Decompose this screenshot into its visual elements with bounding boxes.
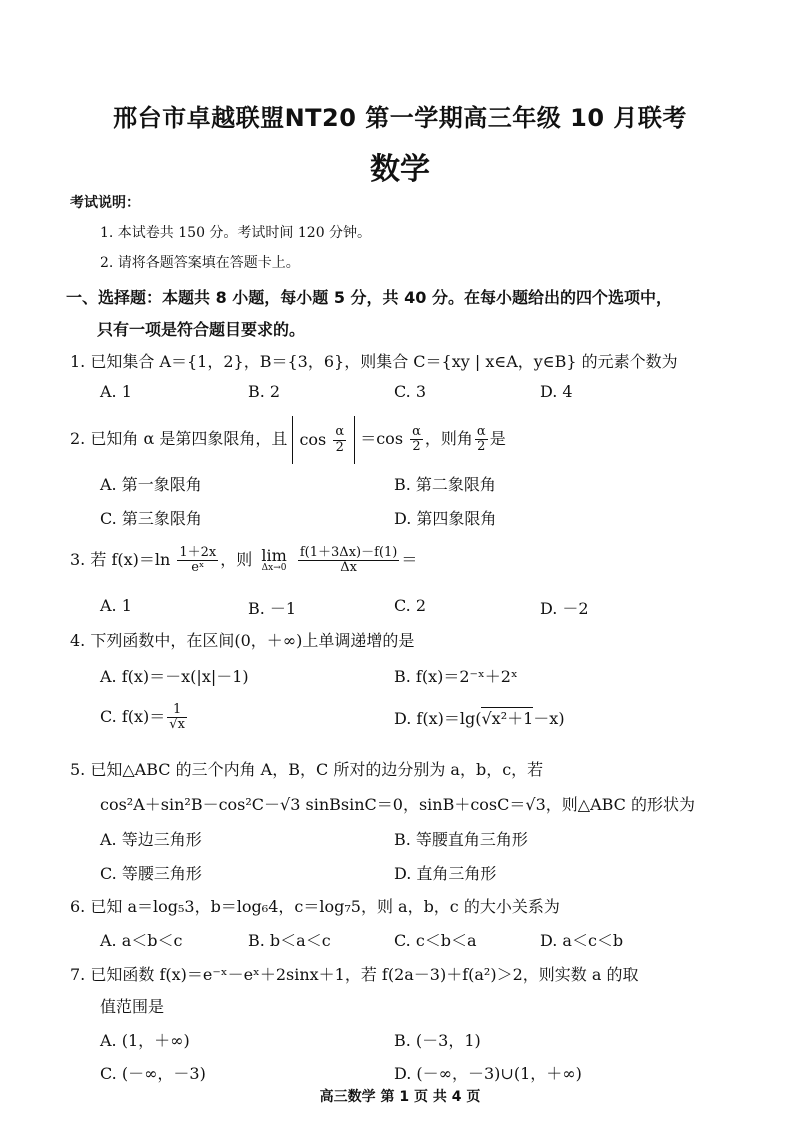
question-1-stem: 1. 已知集合 A＝{1，2}，B＝{3，6}，则集合 C＝{xy | x∈A，y∈B} 的元素个数为 [70,352,678,371]
section-heading: 一、选择题：本题共 8 小题，每小题 5 分，共 40 分。在每小题给出的四个选项中， [66,288,672,307]
page-footer: 高三数学 第 1 页 共 4 页 [319,1089,481,1105]
q3-fraction-ln: $\frac{1+2x}{\text{eˣ}}$ [179,544,217,575]
q1-option-b: B. 2 [248,382,281,401]
q2-option-d: D. 第四象限角 [394,509,497,528]
q3-fraction-diff: $\frac{f(1+3\Delta x)-f(1)}{\Delta x}$ [299,544,398,575]
q6-option-c: C. c＜b＜a [394,931,477,950]
q5-option-b: B. 等腰直角三角形 [394,830,528,849]
q5-option-a: A. 等边三角形 [100,830,202,849]
q3-option-a: A. 1 [100,596,132,615]
q5-option-c: C. 等腰三角形 [100,864,202,883]
q2-option-a: A. 第一象限角 [100,475,202,494]
instruction-item: 1. 本试卷共 150 分。考试时间 120 分钟。 [100,225,372,241]
q6-option-d: D. a＜c＜b [540,931,624,950]
q6-option-b: B. b＜a＜c [248,931,331,950]
question-4-stem: 4. 下列函数中，在区间(0，＋∞)上单调递增的是 [70,631,415,650]
q4-option-b: B. f(x)＝2⁻ˣ＋2ˣ [394,667,518,686]
q7-option-a: A. (1，＋∞) [100,1031,190,1050]
q2-fraction: $\frac{\alpha}{2}$ [335,424,345,455]
q7-option-c: C. (－∞，－3) [100,1064,206,1083]
q4-c-fraction: $\frac{1}{√x}$ [169,701,185,732]
question-3-stem: 3. 若 f(x)＝ln $\frac{1+2x}{\text{eˣ}}$ ，则 lim Δx→0 $\frac{f(1+3\Delta x)-f(1)}{\Delta x}$ ＝ [70,544,418,575]
instructions-heading: 考试说明： [70,195,140,211]
instruction-item: 2. 请将各题答案填在答题卡上。 [100,255,300,271]
q2-abs-value: cos $\frac{\alpha}{2}$ [292,416,355,464]
q2-option-c: C. 第三象限角 [100,509,202,528]
q2-fraction: $\frac{\alpha}{2}$ [476,423,486,454]
q7-option-d: D. (－∞，－3)∪(1，＋∞) [394,1064,582,1083]
question-2-stem: 2. 已知角 α 是第四象限角，且 cos $\frac{\alpha}{2}$ ＝cos $\frac{\alpha}{2}$ ，则角 $\frac{\alpha}{2}$ 是 [70,415,506,464]
q6-option-a: A. a＜b＜c [100,931,183,950]
q5-option-d: D. 直角三角形 [394,864,497,883]
q4-option-d: D. f(x)＝lg(√x²＋1－x) [394,709,565,728]
q3-option-c: C. 2 [394,596,427,615]
q7-option-b: B. (－3，1) [394,1031,481,1050]
q1-option-a: A. 1 [100,382,132,401]
q4-option-a: A. f(x)＝－x(|x|－1) [100,667,249,686]
q4-option-c: C. f(x)＝ $\frac{1}{√x}$ [100,701,185,732]
q2-text: 2. 已知角 α 是第四象限角，且 [70,429,288,448]
section-heading-cont: 只有一项是符合题目要求的。 [97,320,306,339]
q1-option-d: D. 4 [540,382,573,401]
q1-option-c: C. 3 [394,382,427,401]
question-7-stem-cont: 值范围是 [100,997,165,1016]
question-5-stem-cont: cos²A＋sin²B－cos²C－√3 sinBsinC＝0，sinB＋cosC＝√3，则△ABC 的形状为 [100,795,696,814]
q3-option-b: B. －1 [248,599,297,618]
question-6-stem: 6. 已知 a＝log₅3，b＝log₆4，c＝log₇5，则 a，b，c 的大小关系为 [70,897,560,916]
question-7-stem: 7. 已知函数 f(x)＝e⁻ˣ－eˣ＋2sinx＋1，若 f(2a－3)＋f(a²)＞2，则实数 a 的取 [70,965,639,984]
q2-option-b: B. 第二象限角 [394,475,496,494]
subject-title: 数学 [370,152,430,187]
q3-option-d: D. －2 [540,599,589,618]
q3-limit: lim Δx→0 [261,545,287,574]
q2-fraction: $\frac{\alpha}{2}$ [412,423,421,454]
exam-title: 邢台市卓越联盟NT20 第一学期高三年级 10 月联考 [113,104,687,132]
question-5-stem: 5. 已知△ABC 的三个内角 A，B，C 所对的边分别为 a，b，c，若 [70,760,544,779]
